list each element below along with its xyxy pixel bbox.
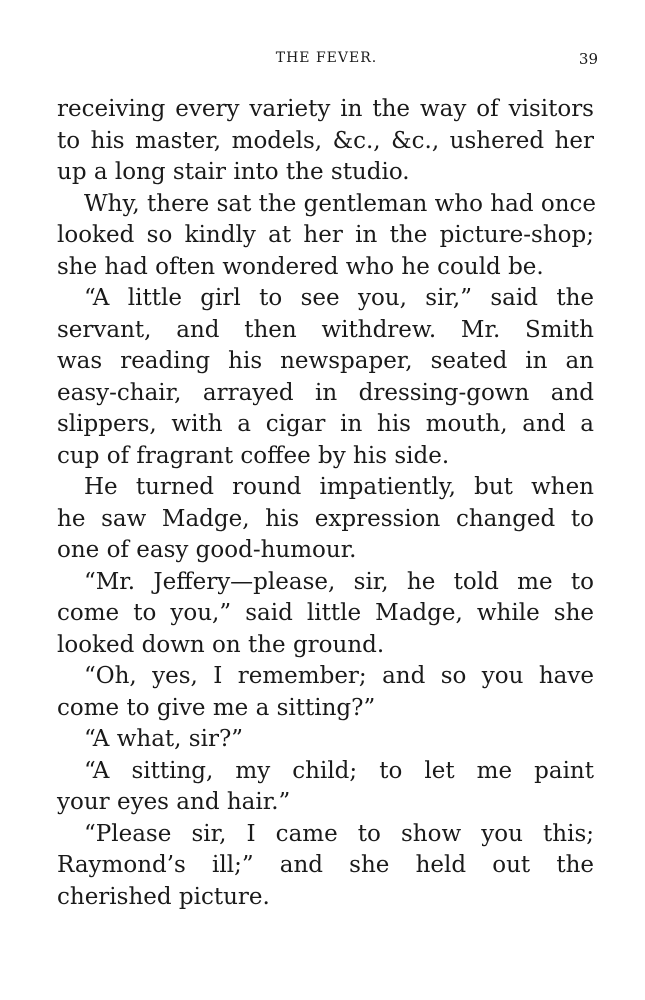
text-line: “A little girl to see you, sir,” said the (84, 285, 594, 311)
text-line: Raymond’s ill;” and she held out the (57, 852, 594, 878)
running-head: THE FEVER. (275, 50, 378, 66)
text-line: He turned round impatiently, but when (84, 474, 594, 500)
text-line: slippers, with a cigar in his mouth, and a (57, 411, 594, 437)
text-line: easy-chair, arrayed in dressing-gown and (57, 379, 594, 406)
text-line: she had often wondered who he could be. (57, 253, 544, 280)
text-line: Why, there sat the gentleman who had once (84, 190, 597, 217)
text-line: to his master, models, &c., &c., ushered her (57, 127, 594, 154)
text-line: servant, and then withdrew. Mr. Smith (57, 316, 594, 343)
text-line: cup of fragrant coffee by his side. (57, 442, 450, 469)
text-line: come to you,” said little Madge, while she (57, 600, 594, 626)
text-line: come to give me a sitting?” (57, 694, 376, 721)
page-number: 39 (578, 50, 598, 68)
text-line: receiving every variety in the way of visitors (57, 96, 594, 122)
text-line: “Oh, yes, I remember; and so you have (84, 663, 594, 689)
page-header (55, 50, 598, 70)
text-line: your eyes and hair.” (57, 789, 291, 815)
text-line: looked so kindly at her in the picture-shop; (57, 222, 594, 248)
text-line: “Mr. Jeffery—please, sir, he told me to (84, 568, 594, 595)
text-line: was reading his newspaper, seated in an (57, 348, 594, 374)
text-line: one of easy good-humour. (57, 537, 357, 563)
text-line: “A sitting, my child; to let me paint (84, 757, 594, 784)
text-line: “A what, sir?” (84, 726, 244, 752)
text-line: he saw Madge, his expression changed to (57, 505, 594, 532)
body-text (57, 94, 597, 913)
text-line: cherished picture. (57, 883, 270, 910)
text-line: up a long stair into the studio. (57, 159, 410, 185)
text-line: looked down on the ground. (57, 631, 385, 658)
text-line: “Please sir, I came to show you this; (84, 820, 594, 847)
